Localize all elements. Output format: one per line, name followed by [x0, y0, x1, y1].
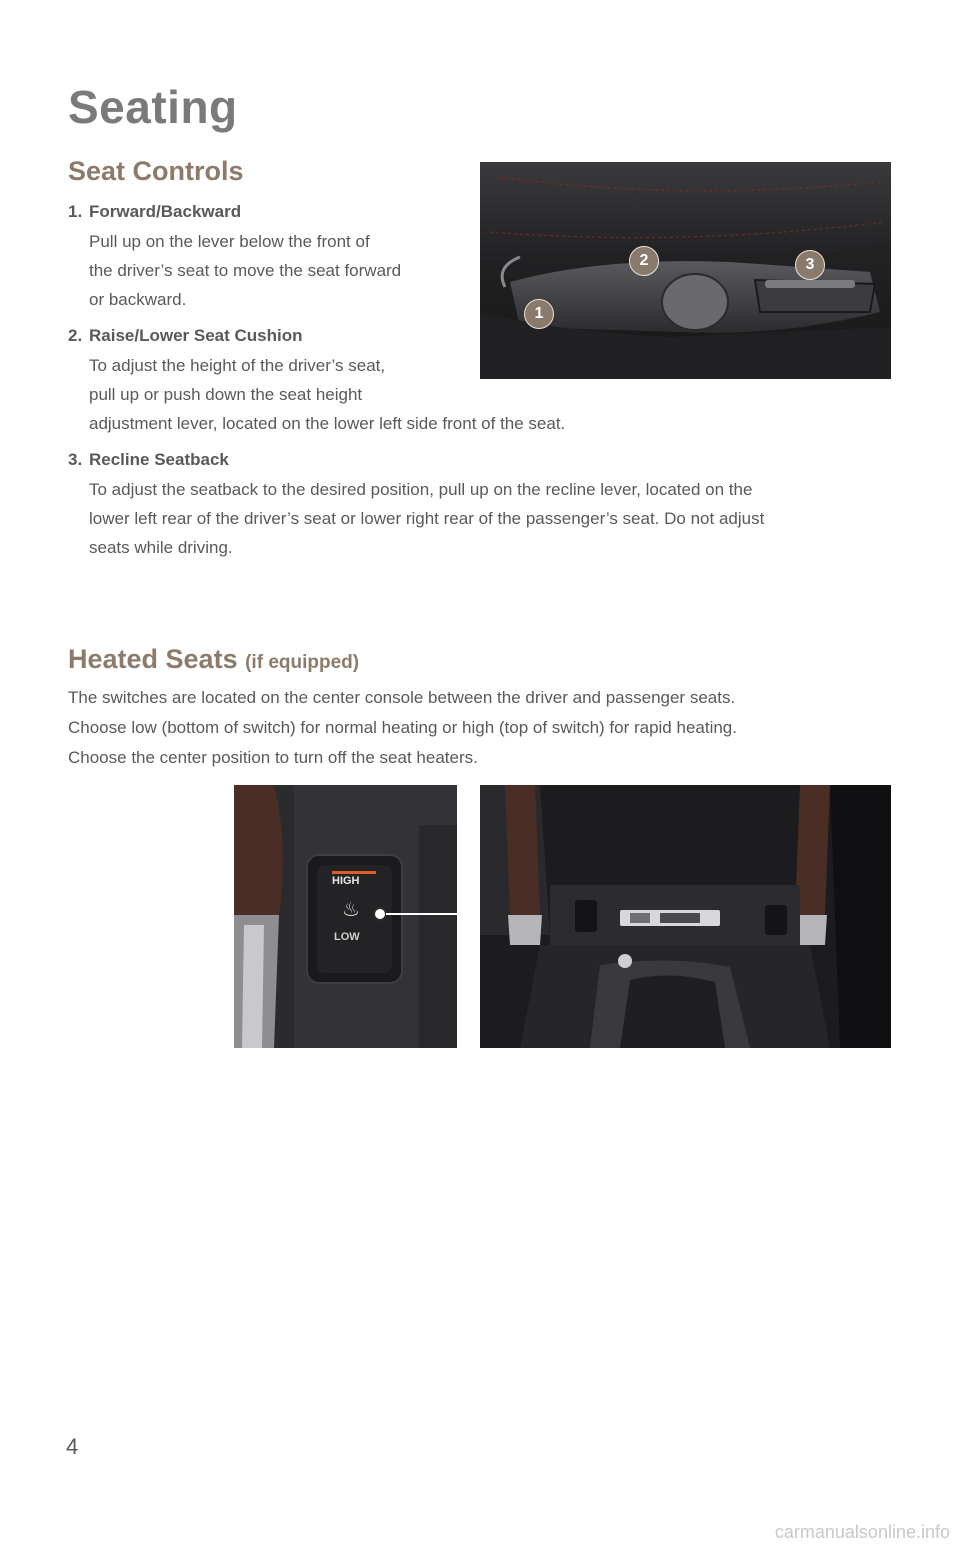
item-2-line: pull up or push down the seat height [89, 385, 363, 404]
heated-seats-line: Choose low (bottom of switch) for normal heating or high (top of switch) for rapid heating. [68, 718, 737, 737]
seat-controls-photo [480, 162, 891, 379]
switch-high-label: HIGH [332, 875, 360, 887]
item-2-title: Raise/Lower Seat Cushion [89, 326, 303, 345]
page-number: 4 [66, 1434, 79, 1459]
item-1-line: or backward. [89, 290, 187, 309]
heated-seats-line: Choose the center position to turn off the seat heaters. [68, 748, 478, 767]
item-3-line: To adjust the seatback to the desired position, pull up on the recline lever, located on the [89, 480, 753, 499]
center-console-photo [480, 785, 891, 1048]
heated-seats-suffix: (if equipped) [245, 652, 360, 673]
item-1-heading [68, 202, 241, 222]
heated-seats-heading [68, 644, 359, 675]
item-2-line: adjustment lever, located on the lower left side front of the seat. [89, 414, 566, 433]
center-console [480, 785, 891, 1048]
callout-3: 3 [795, 250, 825, 280]
item-3-number: 3. [68, 450, 83, 469]
item-3-title: Recline Seatback [89, 450, 229, 469]
switch-low-label: LOW [334, 931, 360, 943]
item-2-number: 2. [68, 326, 83, 345]
item-3-line: seats while driving. [89, 538, 233, 557]
callout-2: 2 [629, 246, 659, 276]
callout-1: 1 [524, 299, 554, 329]
item-1-title: Forward/Backward [89, 202, 242, 221]
item-1-line: Pull up on the lever below the front of [89, 232, 370, 251]
seat-illustration [480, 162, 891, 379]
watermark: carmanualsonline.info [774, 1522, 950, 1542]
seat-heater-icon: ♨ [342, 899, 360, 921]
item-3-heading [68, 450, 229, 470]
callout-line-left [234, 785, 457, 1048]
item-1-line: the driver’s seat to move the seat forward [89, 261, 402, 280]
item-2-heading [68, 326, 303, 346]
heated-seats-line: The switches are located on the center console between the driver and passenger seats. [68, 688, 736, 707]
heater-switch-closeup-photo [234, 785, 457, 1048]
heated-seats-title: Heated Seats [68, 644, 238, 674]
item-2-line: To adjust the height of the driver’s seat, [89, 356, 386, 375]
item-1-number: 1. [68, 202, 83, 221]
seat-controls-heading: Seat Controls [68, 156, 244, 186]
page-title: Seating [68, 81, 238, 133]
item-3-line: lower left rear of the driver’s seat or lower right rear of the passenger’s seat. Do not adjust [89, 509, 765, 528]
